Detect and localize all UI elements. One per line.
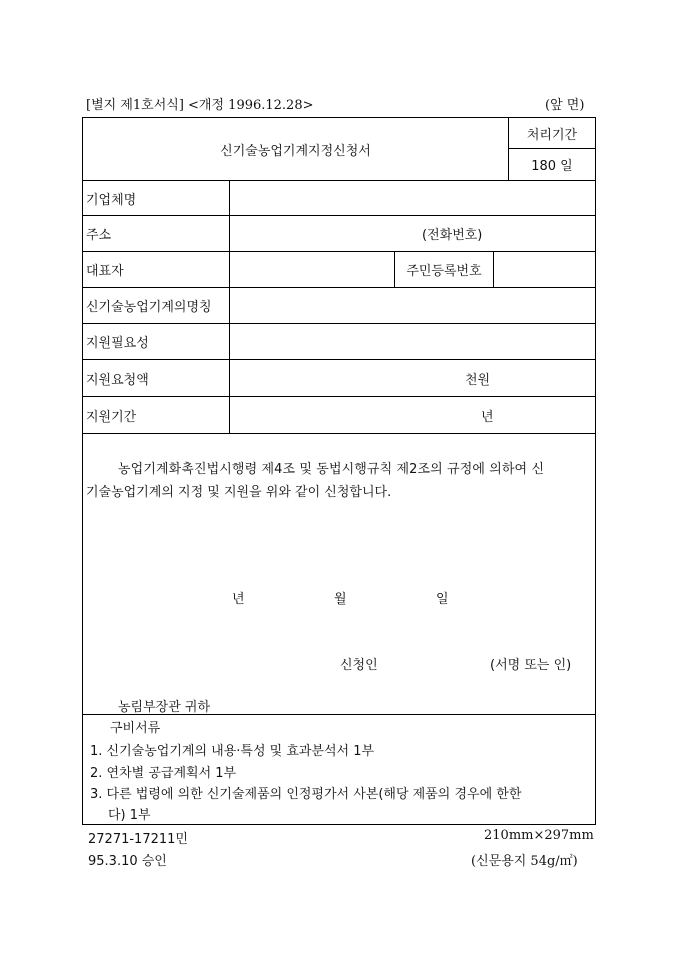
required-document-1: 1. 신기술농업기계의 내용·특성 및 효과분석서 1부 [90, 744, 375, 759]
paper-type: (신문용지 54g/㎡) [471, 854, 578, 869]
representative-label: 대표자 [86, 264, 124, 279]
company-name-field[interactable] [230, 181, 595, 215]
date-year-label: 년 [232, 592, 245, 607]
address-label: 주소 [86, 228, 112, 243]
machine-name-label: 신기술농업기계의명칭 [86, 300, 212, 315]
date-month-label: 월 [334, 592, 347, 607]
required-document-3: 3. 다른 법령에 의한 신기술제품의 인정평가서 사본(해당 제품의 경우에 한한 [90, 787, 522, 802]
form-code: 27271-17211민 [88, 832, 188, 847]
phone-number-label: (전화번호) [422, 228, 483, 243]
amount-unit-label: 천원 [465, 372, 491, 388]
support-necessity-field[interactable] [230, 324, 595, 359]
statement-line-2: 기술농업기계의 지정 및 지원을 위와 같이 신청합니다. [86, 485, 392, 500]
representative-field[interactable] [230, 252, 394, 287]
statement-line-1: 농업기계화촉진법시행령 제4조 및 동법시행규칙 제2조의 규정에 의하여 신 [118, 462, 545, 477]
period-unit-label: 년 [481, 409, 494, 425]
page-side-label: (앞 면) [545, 98, 585, 113]
approval-date: 95.3.10 승인 [88, 854, 167, 869]
form-identifier: [별지 제1호서식] <개정 1996.12.28> [86, 98, 314, 113]
signature-label: (서명 또는 인) [490, 658, 572, 673]
applicant-label: 신청인 [340, 658, 378, 673]
support-period-label: 지원기간 [86, 409, 137, 425]
resident-number-field[interactable] [494, 252, 595, 287]
company-name-label: 기업체명 [86, 192, 137, 208]
recipient-label: 농림부장관 귀하 [118, 700, 211, 715]
resident-number-label: 주민등록번호 [406, 264, 482, 279]
form-title: 신기술농업기계지정신청서 [220, 143, 371, 159]
requested-amount-label: 지원요청액 [86, 372, 149, 388]
requested-amount-field[interactable] [230, 360, 595, 396]
address-field[interactable] [230, 216, 595, 251]
processing-period-label: 처리기간 [526, 127, 578, 143]
required-document-3-continued: 다) 1부 [108, 808, 151, 823]
required-documents-title: 구비서류 [110, 721, 161, 736]
support-necessity-label: 지원필요성 [86, 336, 149, 351]
date-day-label: 일 [436, 592, 449, 607]
processing-period-value: 180 일 [531, 159, 573, 174]
support-period-field[interactable] [230, 397, 595, 433]
required-document-2: 2. 연차별 공급계획서 1부 [90, 766, 237, 781]
paper-size: 210mm×297mm [484, 828, 594, 843]
machine-name-field[interactable] [230, 288, 595, 323]
